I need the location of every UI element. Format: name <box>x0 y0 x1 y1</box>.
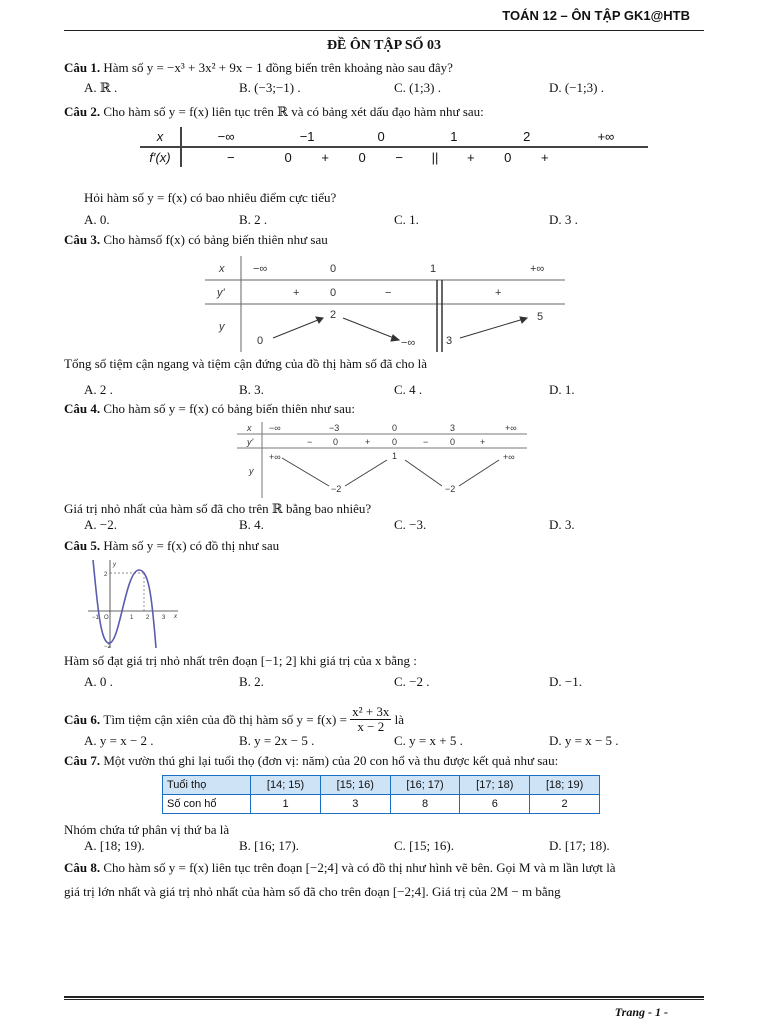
option-d[interactable]: D. (−1;3) . <box>549 80 604 95</box>
table-y-value: 1 <box>392 451 398 461</box>
table-x-value: 0 <box>392 423 398 433</box>
question-4-options <box>84 517 704 533</box>
sign-table-x: 1 <box>450 129 458 144</box>
question-7 <box>64 753 558 769</box>
question-1-options <box>84 80 704 96</box>
table-y-value: 0 <box>257 335 264 347</box>
option-c[interactable]: C. −3. <box>394 517 427 532</box>
table-x-value: +∞ <box>530 263 545 275</box>
table-y-label: y <box>249 466 254 476</box>
sign-table-fp-label: f′(x) <box>140 147 181 167</box>
table-header: [14; 15) <box>251 776 321 795</box>
sign-cell: || <box>431 150 439 165</box>
question-text: Hàm số y = −x³ + 3x² + 9x − 1 đồng biến trên khoảng nào sau đây? <box>103 60 453 75</box>
option-b[interactable]: B. 2 . <box>239 212 268 227</box>
table-yp-label: y' <box>217 287 225 299</box>
option-c[interactable]: C. [15; 16). <box>394 838 454 853</box>
header-divider <box>64 30 704 31</box>
variation-arrows <box>282 458 499 486</box>
table-y-label: y <box>219 321 225 333</box>
question-label: Câu 3. <box>64 232 101 247</box>
graph-tick-label: 2 <box>146 615 150 621</box>
option-d[interactable]: D. 3. <box>549 517 575 532</box>
table-yp-label: y' <box>247 437 254 447</box>
variation-arrows <box>273 317 527 341</box>
table-y-value: −2 <box>445 484 456 494</box>
fraction <box>350 705 391 734</box>
table-y-value: +∞ <box>269 452 281 462</box>
graph-tick-label: 3 <box>162 615 166 621</box>
option-b[interactable]: B. [16; 17). <box>239 838 299 853</box>
table-x-value: 3 <box>450 423 456 433</box>
frequency-table <box>162 775 600 814</box>
graph-tick-label: −1 <box>92 615 99 621</box>
table-x-label: x <box>219 263 225 275</box>
question-6-options <box>84 733 704 749</box>
option-c[interactable]: C. y = x + 5 . <box>394 733 463 748</box>
table-header: [18; 19) <box>530 776 600 795</box>
table-x-value: 1 <box>430 263 437 275</box>
question-8-line2: giá trị lớn nhất và giá trị nhỏ nhất của hàm số đã cho trên đoạn [−2;4]. Giá trị của 2M − m bằng <box>64 884 561 899</box>
table-y-value: 5 <box>537 311 544 323</box>
question-7-prompt: Nhóm chứa tứ phân vị thứ ba là <box>64 822 230 837</box>
sign-cell: + <box>467 150 475 165</box>
table-x-value: 0 <box>330 263 337 275</box>
question-label: Câu 4. <box>64 401 101 416</box>
graph-tick-label: −2 <box>104 644 111 650</box>
table-sign: 0 <box>330 287 337 299</box>
sign-table-x: 2 <box>523 129 531 144</box>
question-5 <box>64 538 279 554</box>
sign-table-x: +∞ <box>597 129 615 144</box>
sign-cell: 0 <box>358 150 366 165</box>
question-label: Câu 5. <box>64 538 101 553</box>
table-cell: 2 <box>530 795 600 814</box>
option-a[interactable]: A. y = x − 2 . <box>84 733 154 748</box>
table-y-value: −2 <box>331 484 342 494</box>
question-6 <box>64 705 404 734</box>
sign-table-x: 0 <box>377 129 385 144</box>
table-x-value: −∞ <box>269 423 281 433</box>
table-x-value: −3 <box>329 423 340 433</box>
question-2-prompt: Hỏi hàm số y = f(x) có bao nhiêu điểm cực tiểu? <box>84 190 337 205</box>
sign-table-x: −1 <box>299 129 315 144</box>
table-header: Tuổi thọ <box>163 776 251 795</box>
footer-divider <box>64 999 704 1000</box>
table-sign: + <box>495 287 502 299</box>
table-sign: − <box>423 437 429 447</box>
table-y-value: +∞ <box>503 452 515 462</box>
question-label: Câu 2. <box>64 104 101 119</box>
exam-title: ĐỀ ÔN TẬP SỐ 03 <box>326 38 442 53</box>
question-text: Cho hàm số y = f(x) liên tục trên đoạn [−2;4] và có đồ thị như hình vẽ bên. Gọi M và m lần lượt là <box>103 860 616 875</box>
question-1 <box>64 60 453 76</box>
question-8 <box>64 860 616 876</box>
option-b[interactable]: B. 4. <box>239 517 264 532</box>
question-label: Câu 7. <box>64 753 101 768</box>
footer-divider <box>64 996 704 998</box>
question-text: Cho hàm số y = f(x) liên tục trên ℝ và có bảng xét dấu đạo hàm như sau: <box>103 104 484 119</box>
option-d[interactable]: D. −1. <box>549 674 582 689</box>
question-text: Hàm số y = f(x) có đồ thị như sau <box>103 538 280 553</box>
sign-table-x: −∞ <box>217 129 235 144</box>
graph-y-label: y <box>113 562 116 568</box>
numerator: x² + 3x <box>352 704 390 719</box>
option-d[interactable]: D. [17; 18). <box>549 838 610 853</box>
table-cell: 3 <box>320 795 390 814</box>
table-header: [16; 17) <box>390 776 460 795</box>
table-x-value: −∞ <box>253 263 268 275</box>
table-y-value: −∞ <box>401 337 416 349</box>
option-c[interactable]: C. 1. <box>394 212 419 227</box>
question-4-prompt: Giá trị nhỏ nhất của hàm số đã cho trên ℝ bằng bao nhiêu? <box>64 501 372 516</box>
question-3 <box>64 232 328 248</box>
variation-table-q3 <box>205 256 565 352</box>
table-y-value: 2 <box>330 309 337 321</box>
option-a[interactable]: A. −2. <box>84 517 117 532</box>
option-a[interactable]: A. ℝ . <box>84 80 118 95</box>
graph-tick-label: 2 <box>104 572 108 578</box>
option-a[interactable]: A. 2 . <box>84 382 113 397</box>
graph-tick-label: 1 <box>130 615 134 621</box>
function-curve <box>93 560 156 648</box>
question-4 <box>64 401 355 417</box>
graph-origin-label: O <box>104 615 109 621</box>
table-sign: 0 <box>392 437 398 447</box>
option-c[interactable]: C. −2 . <box>394 674 430 689</box>
sign-table-x-label: x <box>140 127 181 147</box>
sign-cell: − <box>395 150 403 165</box>
question-tail: là <box>394 711 405 727</box>
option-c[interactable]: C. (1;3) . <box>394 80 441 95</box>
option-a[interactable]: A. [18; 19). <box>84 838 145 853</box>
table-cell: 1 <box>251 795 321 814</box>
denominator: x − 2 <box>357 719 385 734</box>
table-cell: 8 <box>390 795 460 814</box>
question-label: Câu 8. <box>64 860 101 875</box>
question-2-options <box>84 212 704 228</box>
option-d[interactable]: D. 1. <box>549 382 575 397</box>
table-header: [17; 18) <box>460 776 530 795</box>
question-7-options <box>84 838 704 854</box>
question-5-options <box>84 674 704 690</box>
option-a[interactable]: A. 0. <box>84 212 110 227</box>
question-text: Cho hàm số y = f(x) có bảng biến thiên như sau: <box>103 401 355 416</box>
sign-cell: − <box>226 150 235 165</box>
question-text: Một vườn thú ghi lại tuổi thọ (đơn vị: năm) của 20 con hổ và thu được kết quả như sau: <box>103 753 559 768</box>
table-cell: Số con hổ <box>163 795 251 814</box>
question-2 <box>64 104 484 120</box>
table-sign: 0 <box>333 437 339 447</box>
question-3-options <box>84 382 704 398</box>
table-x-value: +∞ <box>505 423 517 433</box>
table-sign: 0 <box>450 437 456 447</box>
option-b[interactable]: B. 2. <box>239 674 264 689</box>
question-text: Cho hàmsố f(x) có bảng biến thiên như sau <box>103 232 328 247</box>
table-y-value: 3 <box>446 335 453 347</box>
table-sign: − <box>307 437 313 447</box>
variation-table-q4 <box>237 422 527 498</box>
page-number: Trang - 1 - <box>614 1005 668 1019</box>
option-d[interactable]: D. 3 . <box>549 212 578 227</box>
sign-table <box>140 127 648 167</box>
sign-cell: 0 <box>504 150 512 165</box>
option-b[interactable]: B. 3. <box>239 382 264 397</box>
table-cell: 6 <box>460 795 530 814</box>
table-sign: + <box>480 437 486 447</box>
table-sign: + <box>365 437 371 447</box>
option-a[interactable]: A. 0 . <box>84 674 113 689</box>
question-text: Tìm tiệm cận xiên của đồ thị hàm số y = f(x) = <box>103 711 347 727</box>
sign-cell: 0 <box>284 150 292 165</box>
question-label: Câu 1. <box>64 60 101 75</box>
function-graph-q5 <box>84 558 180 650</box>
question-5-prompt: Hàm số đạt giá trị nhỏ nhất trên đoạn [−1; 2] khi giá trị của x bằng : <box>64 653 417 668</box>
graph-x-label: x <box>174 614 177 620</box>
page-header: TOÁN 12 – ÔN TẬP GK1@HTB <box>502 8 690 23</box>
option-b[interactable]: B. (−3;−1) . <box>239 80 301 95</box>
question-3-prompt: Tổng số tiệm cận ngang và tiệm cận đứng của đồ thị hàm số đã cho là <box>64 356 428 371</box>
table-sign: − <box>385 287 392 299</box>
sign-cell: + <box>540 150 549 165</box>
table-x-label: x <box>247 423 252 433</box>
question-label: Câu 6. <box>64 711 101 727</box>
table-header: [15; 16) <box>320 776 390 795</box>
option-c[interactable]: C. 4 . <box>394 382 423 397</box>
table-sign: + <box>293 287 300 299</box>
sign-cell: + <box>321 150 329 165</box>
option-b[interactable]: B. y = 2x − 5 . <box>239 733 315 748</box>
option-d[interactable]: D. y = x − 5 . <box>549 733 619 748</box>
